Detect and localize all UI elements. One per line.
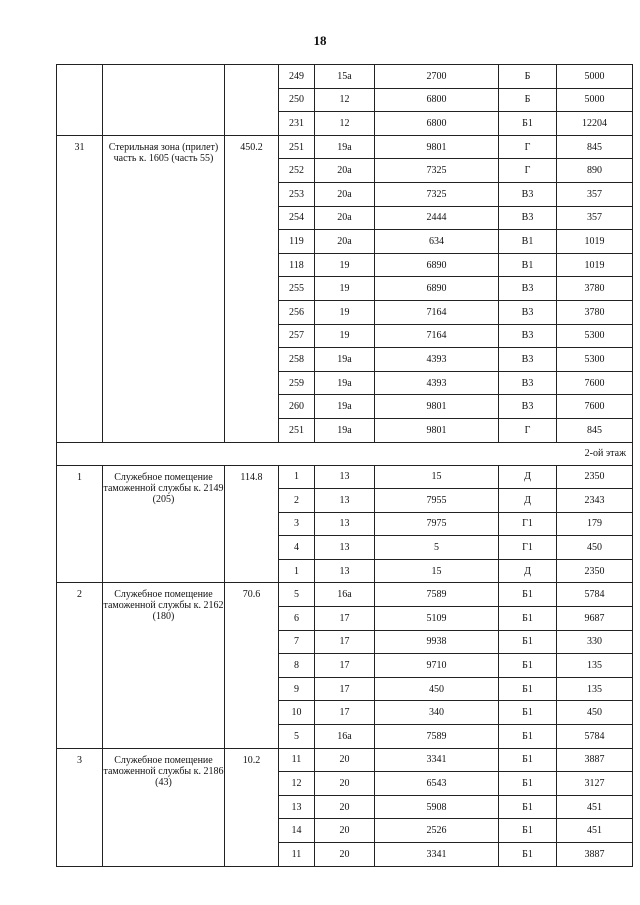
group-description-cell xyxy=(103,65,225,136)
point-number-cell: 254 xyxy=(279,206,315,230)
value-b-cell: 3887 xyxy=(557,843,633,867)
segment-number-cell: 20а xyxy=(315,230,375,254)
point-number-cell: 5 xyxy=(279,583,315,607)
value-a-cell: 9801 xyxy=(375,395,499,419)
category-cell: Б1 xyxy=(499,607,557,631)
table-body xyxy=(57,65,633,867)
point-number-cell: 253 xyxy=(279,182,315,206)
segment-number-cell: 19 xyxy=(315,324,375,348)
value-b-cell: 1019 xyxy=(557,230,633,254)
point-number-cell: 2 xyxy=(279,489,315,513)
segment-number-cell: 19а xyxy=(315,348,375,372)
value-b-cell: 2350 xyxy=(557,559,633,583)
group-number-cell: 1 xyxy=(57,465,103,583)
point-number-cell: 119 xyxy=(279,230,315,254)
value-a-cell: 15 xyxy=(375,559,499,583)
point-number-cell: 8 xyxy=(279,654,315,678)
group-area-cell: 114.8 xyxy=(225,465,279,583)
group-area-cell: 70.6 xyxy=(225,583,279,748)
category-cell: В1 xyxy=(499,230,557,254)
value-a-cell: 9938 xyxy=(375,630,499,654)
segment-number-cell: 12 xyxy=(315,112,375,136)
value-a-cell: 9801 xyxy=(375,418,499,442)
category-cell: В1 xyxy=(499,253,557,277)
value-a-cell: 7955 xyxy=(375,489,499,513)
value-a-cell: 7975 xyxy=(375,512,499,536)
point-number-cell: 13 xyxy=(279,795,315,819)
segment-number-cell: 17 xyxy=(315,654,375,678)
coordinates-table xyxy=(56,64,633,867)
value-b-cell: 451 xyxy=(557,819,633,843)
point-number-cell: 1 xyxy=(279,559,315,583)
segment-number-cell: 12 xyxy=(315,88,375,112)
value-a-cell: 4393 xyxy=(375,371,499,395)
category-cell: В3 xyxy=(499,371,557,395)
value-b-cell: 330 xyxy=(557,630,633,654)
category-cell: Б1 xyxy=(499,748,557,772)
value-a-cell: 6890 xyxy=(375,253,499,277)
table-row xyxy=(57,583,633,607)
category-cell: Г1 xyxy=(499,512,557,536)
segment-number-cell: 17 xyxy=(315,677,375,701)
value-a-cell: 6800 xyxy=(375,112,499,136)
value-a-cell: 3341 xyxy=(375,843,499,867)
category-cell: Б xyxy=(499,65,557,89)
point-number-cell: 258 xyxy=(279,348,315,372)
group-description-cell: Служебное помещение таможенной службы к. 2149 (205) xyxy=(103,465,225,583)
group-number-cell: 2 xyxy=(57,583,103,748)
category-cell: Б1 xyxy=(499,701,557,725)
segment-number-cell: 19 xyxy=(315,253,375,277)
category-cell: Г1 xyxy=(499,536,557,560)
value-a-cell: 7589 xyxy=(375,725,499,749)
group-number-cell xyxy=(57,65,103,136)
segment-number-cell: 17 xyxy=(315,701,375,725)
value-a-cell: 340 xyxy=(375,701,499,725)
point-number-cell: 231 xyxy=(279,112,315,136)
point-number-cell: 4 xyxy=(279,536,315,560)
segment-number-cell: 20 xyxy=(315,748,375,772)
category-cell: В3 xyxy=(499,277,557,301)
segment-number-cell: 20 xyxy=(315,843,375,867)
point-number-cell: 7 xyxy=(279,630,315,654)
category-cell: Б1 xyxy=(499,630,557,654)
value-b-cell: 3780 xyxy=(557,300,633,324)
segment-number-cell: 19а xyxy=(315,418,375,442)
value-b-cell: 5784 xyxy=(557,725,633,749)
value-a-cell: 15 xyxy=(375,465,499,489)
point-number-cell: 259 xyxy=(279,371,315,395)
value-a-cell: 3341 xyxy=(375,748,499,772)
category-cell: Б1 xyxy=(499,819,557,843)
point-number-cell: 11 xyxy=(279,748,315,772)
value-a-cell: 6890 xyxy=(375,277,499,301)
segment-number-cell: 17 xyxy=(315,607,375,631)
value-b-cell: 179 xyxy=(557,512,633,536)
group-area-cell: 10.2 xyxy=(225,748,279,866)
point-number-cell: 260 xyxy=(279,395,315,419)
value-b-cell: 135 xyxy=(557,654,633,678)
category-cell: Б xyxy=(499,88,557,112)
value-b-cell: 890 xyxy=(557,159,633,183)
category-cell: В3 xyxy=(499,324,557,348)
value-a-cell: 5 xyxy=(375,536,499,560)
floor-label: 2-ой этаж xyxy=(57,442,633,465)
segment-number-cell: 20 xyxy=(315,795,375,819)
value-a-cell: 7325 xyxy=(375,182,499,206)
point-number-cell: 251 xyxy=(279,418,315,442)
segment-number-cell: 13 xyxy=(315,465,375,489)
segment-number-cell: 20а xyxy=(315,206,375,230)
value-b-cell: 3780 xyxy=(557,277,633,301)
value-b-cell: 135 xyxy=(557,677,633,701)
value-a-cell: 634 xyxy=(375,230,499,254)
category-cell: Б1 xyxy=(499,677,557,701)
value-a-cell: 9801 xyxy=(375,135,499,159)
value-a-cell: 7164 xyxy=(375,324,499,348)
segment-number-cell: 20а xyxy=(315,182,375,206)
category-cell: Б1 xyxy=(499,112,557,136)
value-b-cell: 450 xyxy=(557,701,633,725)
category-cell: Б1 xyxy=(499,795,557,819)
point-number-cell: 10 xyxy=(279,701,315,725)
category-cell: Б1 xyxy=(499,725,557,749)
value-b-cell: 357 xyxy=(557,206,633,230)
category-cell: В3 xyxy=(499,348,557,372)
value-b-cell: 7600 xyxy=(557,371,633,395)
point-number-cell: 255 xyxy=(279,277,315,301)
segment-number-cell: 19 xyxy=(315,300,375,324)
segment-number-cell: 20 xyxy=(315,772,375,796)
value-b-cell: 12204 xyxy=(557,112,633,136)
segment-number-cell: 13 xyxy=(315,559,375,583)
segment-number-cell: 13 xyxy=(315,489,375,513)
point-number-cell: 1 xyxy=(279,465,315,489)
value-b-cell: 845 xyxy=(557,418,633,442)
table-row xyxy=(57,465,633,489)
value-a-cell: 2526 xyxy=(375,819,499,843)
value-a-cell: 2444 xyxy=(375,206,499,230)
segment-number-cell: 16а xyxy=(315,725,375,749)
category-cell: В3 xyxy=(499,182,557,206)
table-row xyxy=(57,135,633,159)
point-number-cell: 12 xyxy=(279,772,315,796)
table-row xyxy=(57,748,633,772)
value-a-cell: 2700 xyxy=(375,65,499,89)
segment-number-cell: 13 xyxy=(315,536,375,560)
point-number-cell: 9 xyxy=(279,677,315,701)
value-a-cell: 450 xyxy=(375,677,499,701)
category-cell: Г xyxy=(499,418,557,442)
point-number-cell: 6 xyxy=(279,607,315,631)
category-cell: Б1 xyxy=(499,583,557,607)
value-b-cell: 2343 xyxy=(557,489,633,513)
value-b-cell: 1019 xyxy=(557,253,633,277)
category-cell: В3 xyxy=(499,300,557,324)
category-cell: Б1 xyxy=(499,772,557,796)
point-number-cell: 118 xyxy=(279,253,315,277)
segment-number-cell: 16а xyxy=(315,583,375,607)
page-number: 18 xyxy=(313,33,327,48)
segment-number-cell: 19а xyxy=(315,395,375,419)
value-b-cell: 5000 xyxy=(557,65,633,89)
segment-number-cell: 20 xyxy=(315,819,375,843)
value-b-cell: 9687 xyxy=(557,607,633,631)
group-area-cell: 450.2 xyxy=(225,135,279,442)
value-b-cell: 451 xyxy=(557,795,633,819)
category-cell: Б1 xyxy=(499,843,557,867)
value-a-cell: 5109 xyxy=(375,607,499,631)
segment-number-cell: 19а xyxy=(315,135,375,159)
category-cell: Д xyxy=(499,559,557,583)
point-number-cell: 14 xyxy=(279,819,315,843)
point-number-cell: 250 xyxy=(279,88,315,112)
category-cell: Б1 xyxy=(499,654,557,678)
value-b-cell: 5784 xyxy=(557,583,633,607)
group-description-cell: Служебное помещение таможенной службы к. 2162 (180) xyxy=(103,583,225,748)
value-b-cell: 5300 xyxy=(557,348,633,372)
value-b-cell: 5000 xyxy=(557,88,633,112)
point-number-cell: 256 xyxy=(279,300,315,324)
point-number-cell: 11 xyxy=(279,843,315,867)
value-b-cell: 7600 xyxy=(557,395,633,419)
value-a-cell: 7164 xyxy=(375,300,499,324)
value-a-cell: 4393 xyxy=(375,348,499,372)
segment-number-cell: 19а xyxy=(315,371,375,395)
segment-number-cell: 13 xyxy=(315,512,375,536)
value-a-cell: 6543 xyxy=(375,772,499,796)
group-number-cell: 3 xyxy=(57,748,103,866)
group-description-cell: Стерильная зона (прилет) часть к. 1605 (часть 55) xyxy=(103,135,225,442)
point-number-cell: 251 xyxy=(279,135,315,159)
category-cell: Д xyxy=(499,489,557,513)
group-description-cell: Служебное помещение таможенной службы к. 2186 (43) xyxy=(103,748,225,866)
category-cell: В3 xyxy=(499,395,557,419)
point-number-cell: 257 xyxy=(279,324,315,348)
category-cell: Г xyxy=(499,135,557,159)
value-a-cell: 9710 xyxy=(375,654,499,678)
category-cell: Д xyxy=(499,465,557,489)
point-number-cell: 5 xyxy=(279,725,315,749)
floor-separator-row xyxy=(57,442,633,465)
category-cell: В3 xyxy=(499,206,557,230)
value-b-cell: 3127 xyxy=(557,772,633,796)
value-b-cell: 845 xyxy=(557,135,633,159)
group-area-cell xyxy=(225,65,279,136)
value-a-cell: 6800 xyxy=(375,88,499,112)
category-cell: Г xyxy=(499,159,557,183)
segment-number-cell: 17 xyxy=(315,630,375,654)
value-a-cell: 7325 xyxy=(375,159,499,183)
point-number-cell: 3 xyxy=(279,512,315,536)
group-number-cell: 31 xyxy=(57,135,103,442)
point-number-cell: 249 xyxy=(279,65,315,89)
point-number-cell: 252 xyxy=(279,159,315,183)
value-a-cell: 7589 xyxy=(375,583,499,607)
value-a-cell: 5908 xyxy=(375,795,499,819)
value-b-cell: 5300 xyxy=(557,324,633,348)
value-b-cell: 357 xyxy=(557,182,633,206)
segment-number-cell: 20а xyxy=(315,159,375,183)
table-row xyxy=(57,65,633,89)
value-b-cell: 450 xyxy=(557,536,633,560)
value-b-cell: 2350 xyxy=(557,465,633,489)
scan-artifact-line xyxy=(0,896,640,897)
segment-number-cell: 19 xyxy=(315,277,375,301)
value-b-cell: 3887 xyxy=(557,748,633,772)
segment-number-cell: 15а xyxy=(315,65,375,89)
